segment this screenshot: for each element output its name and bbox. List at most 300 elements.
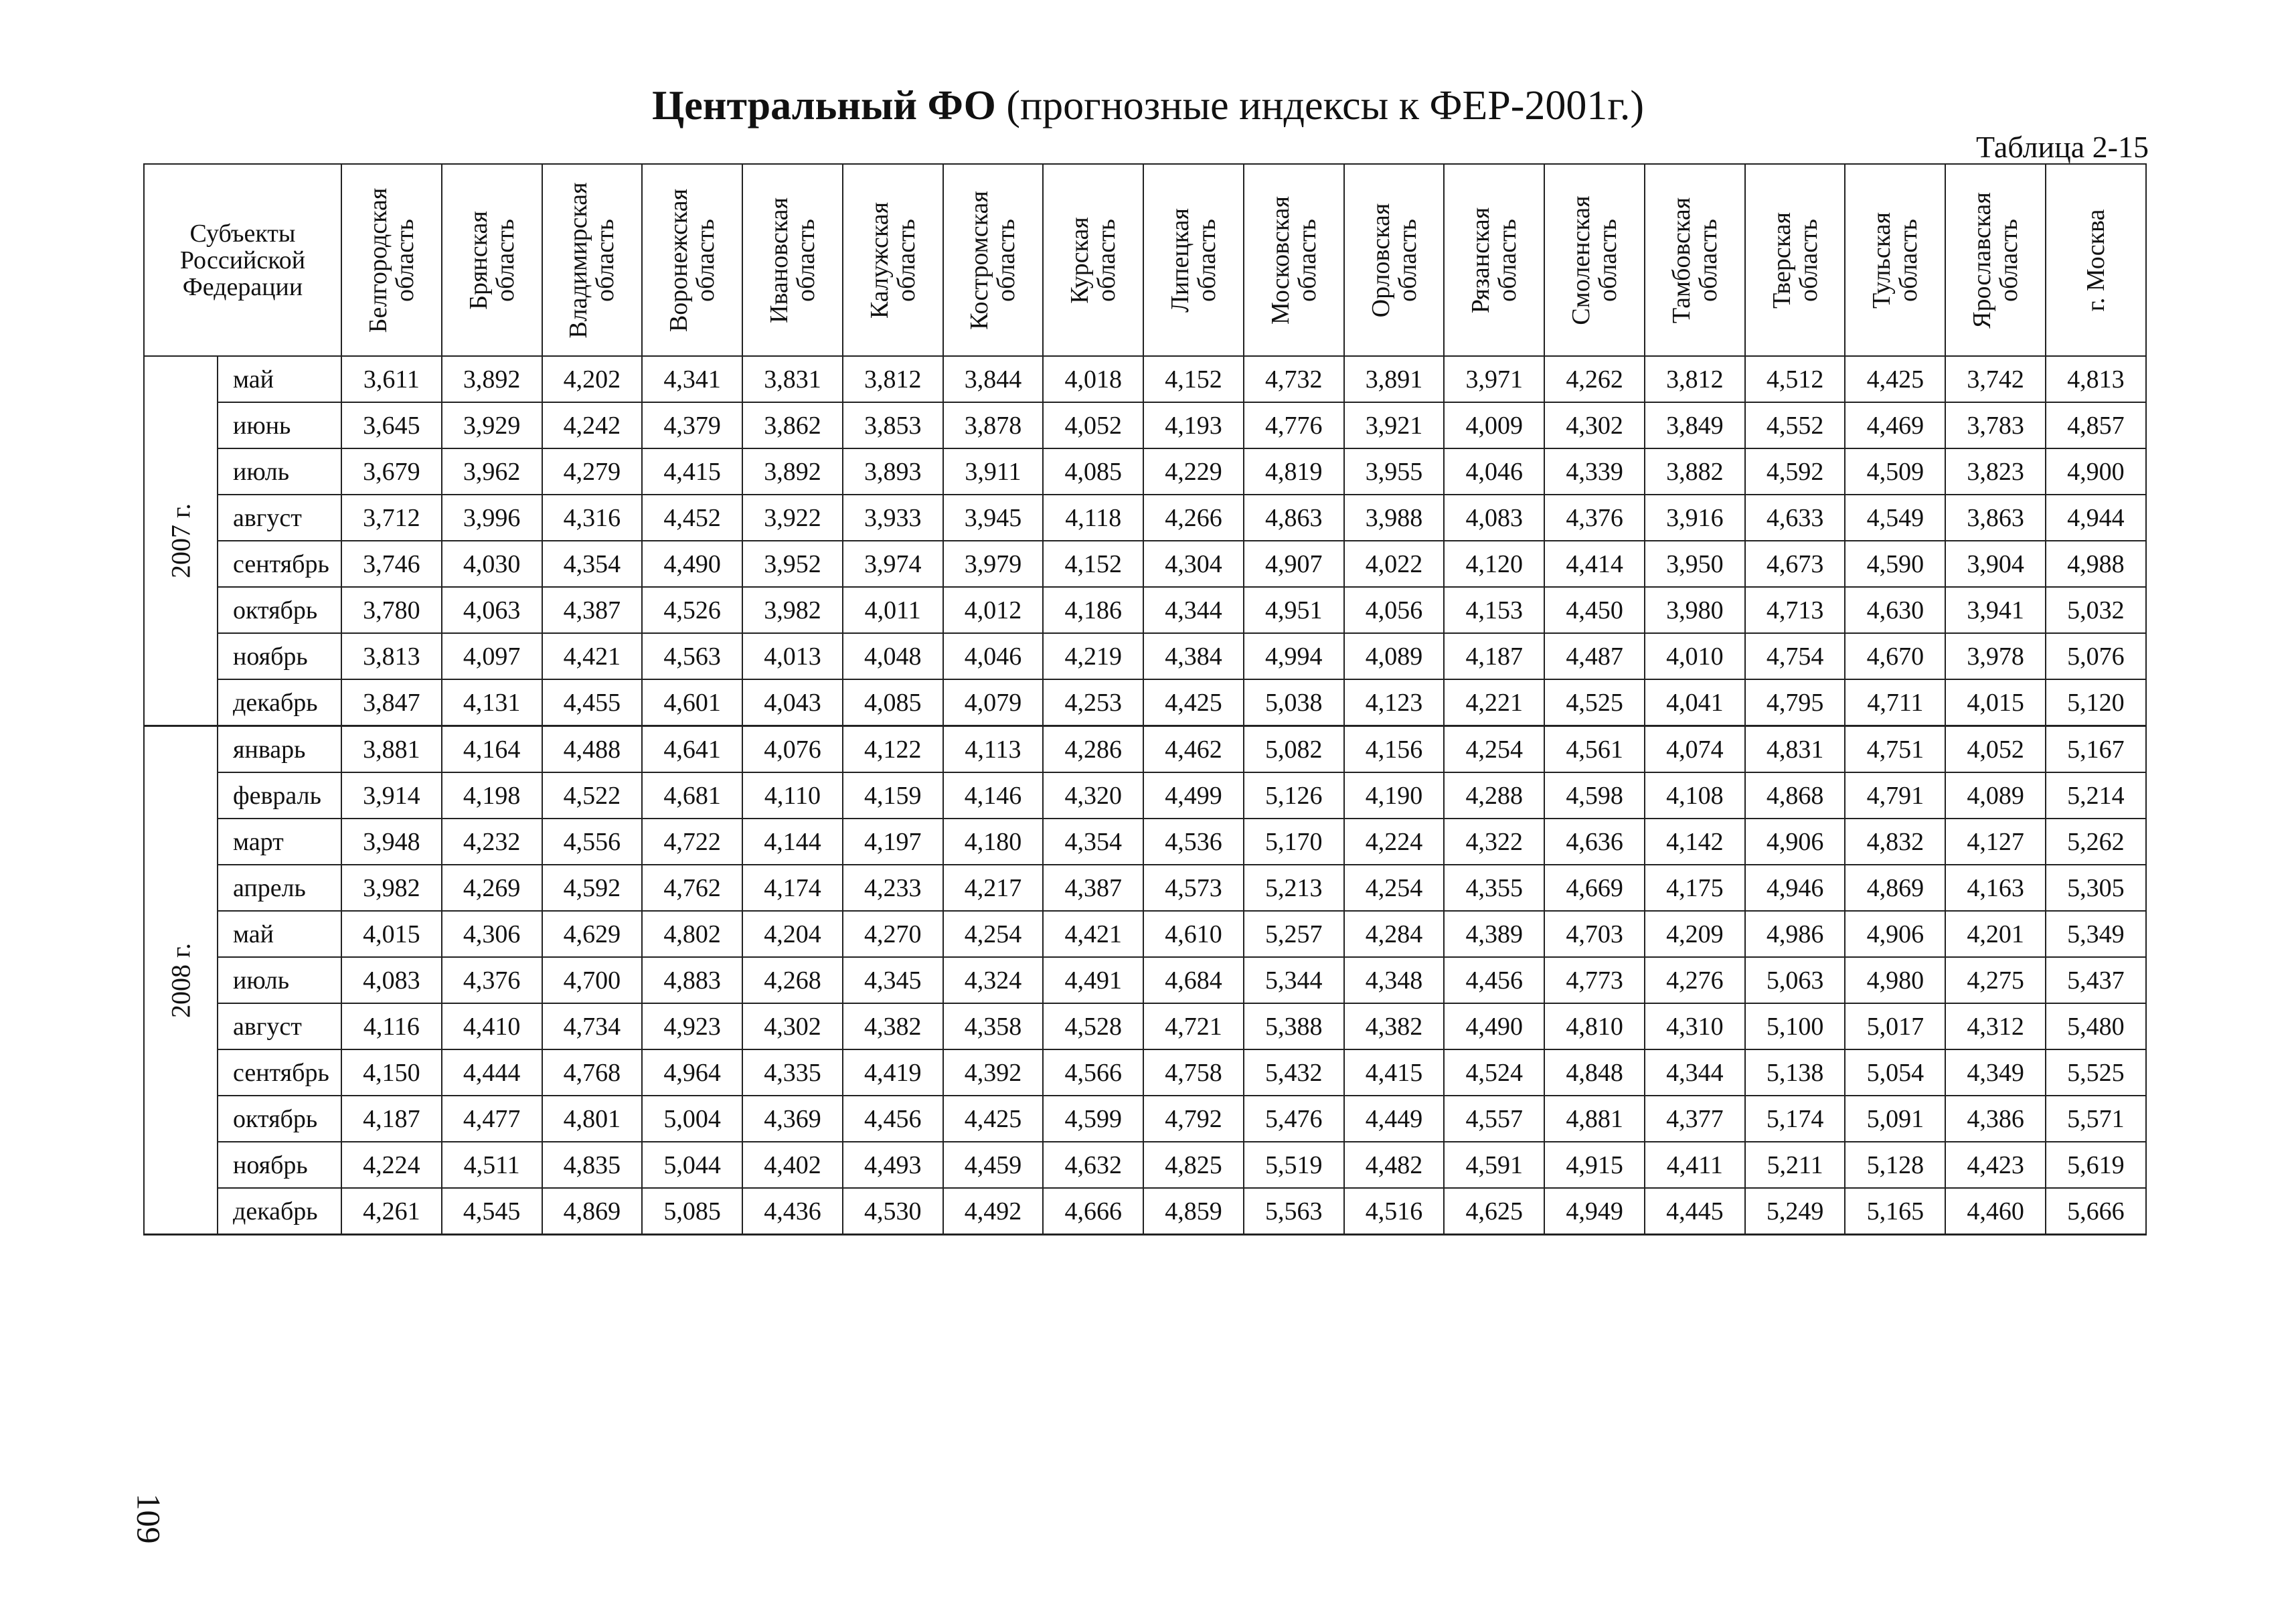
index-value-cell: 4,666 <box>1043 1188 1143 1235</box>
index-value-cell: 4,988 <box>2046 541 2146 587</box>
index-value-cell: 4,344 <box>1143 587 1244 633</box>
index-value-cell: 4,288 <box>1444 772 1544 819</box>
index-value-cell: 4,906 <box>1745 819 1846 865</box>
month-cell: июнь <box>218 402 341 448</box>
index-value-cell: 4,041 <box>1645 679 1745 726</box>
index-value-cell: 4,590 <box>1845 541 1945 587</box>
column-header-line: область <box>1293 218 1321 302</box>
index-value-cell: 4,868 <box>1745 772 1846 819</box>
index-value-cell: 3,823 <box>1945 448 2046 495</box>
index-value-cell: 5,174 <box>1745 1096 1846 1142</box>
index-value-cell: 4,630 <box>1845 587 1945 633</box>
index-value-cell: 4,669 <box>1544 865 1645 911</box>
table-row <box>144 633 2146 679</box>
column-header <box>1645 164 1745 356</box>
index-value-cell: 4,175 <box>1645 865 1745 911</box>
corner-header-line: Федерации <box>182 272 303 301</box>
page-title <box>0 79 2296 133</box>
index-value-cell: 4,444 <box>442 1049 542 1096</box>
index-value-cell: 5,437 <box>2046 957 2146 1003</box>
index-value-cell: 4,791 <box>1845 772 1945 819</box>
index-value-cell: 3,746 <box>341 541 442 587</box>
index-value-cell: 4,018 <box>1043 356 1143 402</box>
index-value-cell: 4,415 <box>1344 1049 1445 1096</box>
table-row <box>144 819 2146 865</box>
column-header <box>642 164 742 356</box>
index-value-cell: 4,197 <box>843 819 943 865</box>
index-value-cell: 3,783 <box>1945 402 2046 448</box>
index-value-cell: 4,869 <box>1845 865 1945 911</box>
page-title-region: Центральный ФО <box>651 83 996 129</box>
index-value-cell: 5,054 <box>1845 1049 1945 1096</box>
index-value-cell: 4,900 <box>2046 448 2146 495</box>
index-value-cell: 4,063 <box>442 587 542 633</box>
column-header-line: Липецкая <box>1166 207 1194 313</box>
index-value-cell: 4,275 <box>1945 957 2046 1003</box>
index-value-cell: 3,862 <box>742 402 843 448</box>
index-value-cell: 4,556 <box>542 819 643 865</box>
index-value-cell: 4,949 <box>1544 1188 1645 1235</box>
index-value-cell: 4,312 <box>1945 1003 2046 1049</box>
index-value-cell: 3,813 <box>341 633 442 679</box>
index-value-cell: 4,046 <box>1444 448 1544 495</box>
index-value-cell: 4,386 <box>1945 1096 2046 1142</box>
index-value-cell: 4,625 <box>1444 1188 1544 1235</box>
month-cell: сентябрь <box>218 541 341 587</box>
index-value-cell: 4,022 <box>1344 541 1445 587</box>
index-value-cell: 4,150 <box>341 1049 442 1096</box>
index-value-cell: 4,512 <box>1745 356 1846 402</box>
index-value-cell: 4,377 <box>1645 1096 1745 1142</box>
index-value-cell: 4,012 <box>943 587 1044 633</box>
index-value-cell: 4,233 <box>843 865 943 911</box>
column-header <box>843 164 943 356</box>
index-value-cell: 4,348 <box>1344 957 1445 1003</box>
year-label: 2008 г. <box>165 942 196 1018</box>
index-value-cell: 3,952 <box>742 541 843 587</box>
index-value-cell: 4,801 <box>542 1096 643 1142</box>
table-number-label: Таблица 2-15 <box>1975 130 2149 164</box>
column-header-line: область <box>992 218 1021 302</box>
index-value-cell: 4,152 <box>1043 541 1143 587</box>
index-value-cell: 4,776 <box>1244 402 1344 448</box>
month-cell: январь <box>218 726 341 773</box>
index-value-cell: 4,487 <box>1544 633 1645 679</box>
index-value-cell: 4,711 <box>1845 679 1945 726</box>
index-value-cell: 4,601 <box>642 679 742 726</box>
index-value-cell: 5,344 <box>1244 957 1344 1003</box>
index-value-cell: 3,892 <box>742 448 843 495</box>
index-value-cell: 5,349 <box>2046 911 2146 957</box>
index-value-cell: 3,812 <box>1645 356 1745 402</box>
index-value-cell: 4,450 <box>1544 587 1645 633</box>
column-header-line: Орловская <box>1366 203 1395 317</box>
table-row <box>144 1188 2146 1235</box>
index-value-cell: 4,279 <box>542 448 643 495</box>
index-value-cell: 4,721 <box>1143 1003 1244 1049</box>
index-value-cell: 4,011 <box>843 587 943 633</box>
index-value-cell: 4,164 <box>442 726 542 773</box>
column-header-line: область <box>892 218 920 302</box>
index-value-cell: 3,922 <box>742 495 843 541</box>
index-value-cell: 4,074 <box>1645 726 1745 773</box>
index-value-cell: 4,462 <box>1143 726 1244 773</box>
index-value-cell: 4,684 <box>1143 957 1244 1003</box>
index-value-cell: 4,030 <box>442 541 542 587</box>
index-value-cell: 4,813 <box>2046 356 2146 402</box>
column-header-line: Тамбовская <box>1667 197 1696 323</box>
index-value-cell: 3,980 <box>1645 587 1745 633</box>
table-row <box>144 587 2146 633</box>
index-value-cell: 4,387 <box>1043 865 1143 911</box>
index-value-cell: 3,948 <box>341 819 442 865</box>
index-value-cell: 4,598 <box>1544 772 1645 819</box>
index-value-cell: 4,557 <box>1444 1096 1544 1142</box>
index-value-cell: 4,159 <box>843 772 943 819</box>
index-value-cell: 4,566 <box>1043 1049 1143 1096</box>
index-value-cell: 3,844 <box>943 356 1044 402</box>
index-value-cell: 4,773 <box>1544 957 1645 1003</box>
column-header-line: Воронежская <box>665 188 693 332</box>
index-value-cell: 3,996 <box>442 495 542 541</box>
index-value-cell: 4,146 <box>943 772 1044 819</box>
index-value-cell: 5,091 <box>1845 1096 1945 1142</box>
index-value-cell: 4,232 <box>442 819 542 865</box>
month-cell: ноябрь <box>218 1142 341 1188</box>
index-value-cell: 4,144 <box>742 819 843 865</box>
index-value-cell: 4,276 <box>1645 957 1745 1003</box>
index-value-cell: 3,853 <box>843 402 943 448</box>
column-header-line: Тульская <box>1868 211 1896 309</box>
index-value-cell: 4,193 <box>1143 402 1244 448</box>
month-cell: апрель <box>218 865 341 911</box>
index-value-cell: 4,089 <box>1945 772 2046 819</box>
column-header-line: Костромская <box>965 190 994 330</box>
index-value-cell: 4,048 <box>843 633 943 679</box>
column-header <box>1845 164 1945 356</box>
index-value-cell: 3,878 <box>943 402 1044 448</box>
index-value-cell: 5,480 <box>2046 1003 2146 1049</box>
year-label: 2007 г. <box>165 503 196 578</box>
column-header-line: область <box>1995 218 2024 302</box>
index-value-cell: 4,269 <box>442 865 542 911</box>
index-value-cell: 4,344 <box>1645 1049 1745 1096</box>
index-value-cell: 3,812 <box>843 356 943 402</box>
index-value-cell: 5,305 <box>2046 865 2146 911</box>
index-value-cell: 4,848 <box>1544 1049 1645 1096</box>
index-value-cell: 4,376 <box>1544 495 1645 541</box>
column-header-line: область <box>390 218 419 302</box>
table-row <box>144 957 2146 1003</box>
index-value-cell: 4,174 <box>742 865 843 911</box>
index-value-cell: 4,449 <box>1344 1096 1445 1142</box>
index-value-cell: 4,561 <box>1544 726 1645 773</box>
index-value-cell: 4,526 <box>642 587 742 633</box>
index-value-cell: 4,254 <box>1444 726 1544 773</box>
index-value-cell: 4,923 <box>642 1003 742 1049</box>
index-value-cell: 4,591 <box>1444 1142 1544 1188</box>
index-value-cell: 4,410 <box>442 1003 542 1049</box>
index-value-cell: 4,056 <box>1344 587 1445 633</box>
index-value-cell: 4,670 <box>1845 633 1945 679</box>
column-header-line: область <box>1092 218 1121 302</box>
index-value-cell: 5,044 <box>642 1142 742 1188</box>
index-value-cell: 4,455 <box>542 679 643 726</box>
index-value-cell: 3,893 <box>843 448 943 495</box>
index-value-cell: 4,302 <box>742 1003 843 1049</box>
index-value-cell: 4,986 <box>1745 911 1846 957</box>
index-value-cell: 5,004 <box>642 1096 742 1142</box>
index-value-cell: 3,941 <box>1945 587 2046 633</box>
index-value-cell: 3,679 <box>341 448 442 495</box>
index-value-cell: 4,419 <box>843 1049 943 1096</box>
price-index-table <box>143 163 2147 1235</box>
index-value-cell: 3,950 <box>1645 541 1745 587</box>
month-cell: август <box>218 495 341 541</box>
index-value-cell: 3,742 <box>1945 356 2046 402</box>
index-value-cell: 4,379 <box>642 402 742 448</box>
table-row <box>144 541 2146 587</box>
index-value-cell: 3,978 <box>1945 633 2046 679</box>
index-value-cell: 4,389 <box>1444 911 1544 957</box>
index-value-cell: 4,113 <box>943 726 1044 773</box>
table-row <box>144 865 2146 911</box>
corner-header-line: Субъекты <box>189 219 296 248</box>
index-value-cell: 5,432 <box>1244 1049 1344 1096</box>
index-value-cell: 4,802 <box>642 911 742 957</box>
index-value-cell: 4,681 <box>642 772 742 819</box>
index-value-cell: 4,751 <box>1845 726 1945 773</box>
index-value-cell: 5,619 <box>2046 1142 2146 1188</box>
index-value-cell: 4,425 <box>943 1096 1044 1142</box>
index-value-cell: 4,402 <box>742 1142 843 1188</box>
index-value-cell: 5,519 <box>1244 1142 1344 1188</box>
index-value-cell: 4,201 <box>1945 911 2046 957</box>
index-value-cell: 4,516 <box>1344 1188 1445 1235</box>
index-value-cell: 4,633 <box>1745 495 1846 541</box>
index-value-cell: 4,010 <box>1645 633 1745 679</box>
index-value-cell: 4,217 <box>943 865 1044 911</box>
index-value-cell: 4,089 <box>1344 633 1445 679</box>
index-value-cell: 5,138 <box>1745 1049 1846 1096</box>
index-value-cell: 4,355 <box>1444 865 1544 911</box>
index-value-cell: 4,456 <box>843 1096 943 1142</box>
table-row <box>144 1003 2146 1049</box>
index-value-cell: 5,388 <box>1244 1003 1344 1049</box>
month-cell: декабрь <box>218 1188 341 1235</box>
index-value-cell: 5,666 <box>2046 1188 2146 1235</box>
index-value-cell: 4,810 <box>1544 1003 1645 1049</box>
column-header-line: область <box>1894 218 1923 302</box>
month-cell: сентябрь <box>218 1049 341 1096</box>
index-value-cell: 4,083 <box>1444 495 1544 541</box>
index-value-cell: 3,882 <box>1645 448 1745 495</box>
index-value-cell: 4,219 <box>1043 633 1143 679</box>
corner-header-line: Российской <box>179 246 306 274</box>
table-body <box>144 356 2146 1235</box>
index-value-cell: 4,268 <box>742 957 843 1003</box>
index-value-cell: 5,085 <box>642 1188 742 1235</box>
month-cell: май <box>218 356 341 402</box>
index-value-cell: 4,127 <box>1945 819 2046 865</box>
index-value-cell: 4,224 <box>341 1142 442 1188</box>
index-value-cell: 4,857 <box>2046 402 2146 448</box>
index-value-cell: 5,213 <box>1244 865 1344 911</box>
index-value-cell: 4,482 <box>1344 1142 1445 1188</box>
index-value-cell: 4,951 <box>1244 587 1344 633</box>
index-value-cell: 5,063 <box>1745 957 1846 1003</box>
index-value-cell: 3,962 <box>442 448 542 495</box>
index-value-cell: 5,262 <box>2046 819 2146 865</box>
index-value-cell: 4,425 <box>1845 356 1945 402</box>
column-header <box>1143 164 1244 356</box>
index-value-cell: 4,944 <box>2046 495 2146 541</box>
month-cell: февраль <box>218 772 341 819</box>
index-value-cell: 4,392 <box>943 1049 1044 1096</box>
index-value-cell: 4,477 <box>442 1096 542 1142</box>
corner-header <box>144 164 341 356</box>
index-value-cell: 3,988 <box>1344 495 1445 541</box>
index-value-cell: 3,847 <box>341 679 442 726</box>
index-value-cell: 4,123 <box>1344 679 1445 726</box>
page-number: 109 <box>130 1493 168 1544</box>
index-value-cell: 4,261 <box>341 1188 442 1235</box>
index-value-cell: 4,382 <box>843 1003 943 1049</box>
month-cell: март <box>218 819 341 865</box>
index-value-cell: 4,722 <box>642 819 742 865</box>
index-value-cell: 4,713 <box>1745 587 1846 633</box>
index-value-cell: 4,754 <box>1745 633 1846 679</box>
index-value-cell: 4,085 <box>1043 448 1143 495</box>
column-header <box>442 164 542 356</box>
index-value-cell: 3,914 <box>341 772 442 819</box>
month-cell: июль <box>218 957 341 1003</box>
index-value-cell: 4,425 <box>1143 679 1244 726</box>
index-value-cell: 5,170 <box>1244 819 1344 865</box>
index-value-cell: 3,891 <box>1344 356 1445 402</box>
column-header-line: область <box>591 218 620 302</box>
index-value-cell: 4,187 <box>341 1096 442 1142</box>
index-value-cell: 3,831 <box>742 356 843 402</box>
index-value-cell: 4,762 <box>642 865 742 911</box>
column-header <box>341 164 442 356</box>
index-value-cell: 3,982 <box>341 865 442 911</box>
index-value-cell: 4,198 <box>442 772 542 819</box>
index-value-cell: 4,819 <box>1244 448 1344 495</box>
column-header-line: Ярославская <box>1968 191 1997 329</box>
month-cell: август <box>218 1003 341 1049</box>
index-value-cell: 4,421 <box>1043 911 1143 957</box>
index-value-cell: 4,859 <box>1143 1188 1244 1235</box>
index-value-cell: 4,528 <box>1043 1003 1143 1049</box>
index-value-cell: 4,310 <box>1645 1003 1745 1049</box>
index-value-cell: 3,929 <box>442 402 542 448</box>
column-header <box>542 164 643 356</box>
index-value-cell: 4,358 <box>943 1003 1044 1049</box>
index-value-cell: 4,015 <box>1945 679 2046 726</box>
index-value-cell: 4,339 <box>1544 448 1645 495</box>
index-value-cell: 4,242 <box>542 402 643 448</box>
index-value-cell: 4,592 <box>1745 448 1846 495</box>
index-value-cell: 4,421 <box>542 633 643 679</box>
column-header <box>943 164 1044 356</box>
index-value-cell: 4,083 <box>341 957 442 1003</box>
index-value-cell: 4,345 <box>843 957 943 1003</box>
index-value-cell: 4,549 <box>1845 495 1945 541</box>
column-header <box>1244 164 1344 356</box>
index-value-cell: 4,043 <box>742 679 843 726</box>
index-value-cell: 4,142 <box>1645 819 1745 865</box>
table-row <box>144 911 2146 957</box>
index-value-cell: 4,552 <box>1745 402 1846 448</box>
index-value-cell: 4,349 <box>1945 1049 2046 1096</box>
index-value-cell: 4,108 <box>1645 772 1745 819</box>
index-value-cell: 5,126 <box>1244 772 1344 819</box>
index-value-cell: 4,382 <box>1344 1003 1445 1049</box>
index-value-cell: 4,632 <box>1043 1142 1143 1188</box>
index-value-cell: 4,499 <box>1143 772 1244 819</box>
index-value-cell: 4,610 <box>1143 911 1244 957</box>
index-value-cell: 4,456 <box>1444 957 1544 1003</box>
index-value-cell: 4,190 <box>1344 772 1445 819</box>
index-value-cell: 4,459 <box>943 1142 1044 1188</box>
index-value-cell: 4,335 <box>742 1049 843 1096</box>
index-value-cell: 5,571 <box>2046 1096 2146 1142</box>
index-value-cell: 4,488 <box>542 726 643 773</box>
index-value-cell: 4,076 <box>742 726 843 773</box>
index-value-cell: 4,015 <box>341 911 442 957</box>
index-value-cell: 4,052 <box>1043 402 1143 448</box>
index-value-cell: 4,522 <box>542 772 643 819</box>
index-value-cell: 4,270 <box>843 911 943 957</box>
index-value-cell: 4,052 <box>1945 726 2046 773</box>
index-value-cell: 5,100 <box>1745 1003 1846 1049</box>
index-value-cell: 4,153 <box>1444 587 1544 633</box>
index-value-cell: 4,994 <box>1244 633 1344 679</box>
table-row <box>144 726 2146 773</box>
page-title-subtitle: (прогнозные индексы к ФЕР-2001г.) <box>1006 83 1645 129</box>
index-value-cell: 4,097 <box>442 633 542 679</box>
index-value-cell: 4,322 <box>1444 819 1544 865</box>
index-value-cell: 4,253 <box>1043 679 1143 726</box>
index-value-cell: 4,592 <box>542 865 643 911</box>
index-value-cell: 4,509 <box>1845 448 1945 495</box>
column-header-line: область <box>1393 218 1422 302</box>
index-value-cell: 4,906 <box>1845 911 1945 957</box>
index-value-cell: 3,892 <box>442 356 542 402</box>
index-value-cell: 4,131 <box>442 679 542 726</box>
index-value-cell: 4,221 <box>1444 679 1544 726</box>
table-row <box>144 356 2146 402</box>
column-header-line: Смоленская <box>1567 195 1596 325</box>
index-value-cell: 4,302 <box>1544 402 1645 448</box>
index-value-cell: 5,211 <box>1745 1142 1846 1188</box>
year-cell <box>144 356 218 726</box>
index-value-cell: 4,452 <box>642 495 742 541</box>
index-value-cell: 4,795 <box>1745 679 1846 726</box>
column-header-line: г. Москва <box>2081 209 2110 311</box>
month-cell: июль <box>218 448 341 495</box>
index-value-cell: 5,476 <box>1244 1096 1344 1142</box>
index-value-cell: 5,257 <box>1244 911 1344 957</box>
index-value-cell: 5,038 <box>1244 679 1344 726</box>
column-header <box>1945 164 2046 356</box>
index-value-cell: 4,946 <box>1745 865 1846 911</box>
index-value-cell: 4,490 <box>642 541 742 587</box>
index-value-cell: 4,703 <box>1544 911 1645 957</box>
index-value-cell: 5,167 <box>2046 726 2146 773</box>
month-cell: ноябрь <box>218 633 341 679</box>
